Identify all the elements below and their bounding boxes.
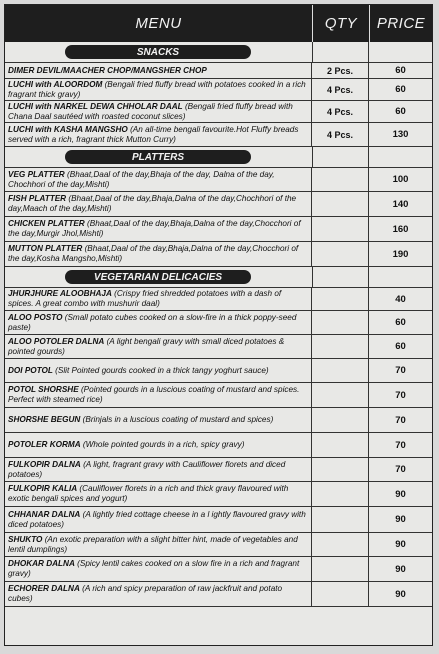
item-text — [8, 460, 308, 480]
item-name: LUCHI with NARKEL DEWA CHHOLAR DAAL — [8, 101, 183, 111]
item-price: 90 — [395, 514, 406, 525]
item-cell — [5, 458, 312, 481]
item-price: 160 — [392, 223, 409, 235]
section-header — [5, 42, 432, 63]
item-cell — [5, 101, 312, 122]
item-cell — [5, 383, 312, 407]
item-name: FULKOPIR KALIA — [8, 484, 78, 493]
item-description: (A light, fragrant gravy with Cauliflower florets and diced potatoes) — [8, 459, 286, 479]
menu-card — [4, 4, 433, 646]
item-price: 70 — [395, 464, 406, 475]
column-divider — [312, 42, 313, 62]
item-price: 140 — [392, 198, 409, 210]
item-qty — [312, 582, 369, 606]
item-text — [8, 66, 308, 76]
item-qty: 2 Pcs. — [312, 63, 369, 78]
menu-row — [5, 79, 432, 101]
item-name: CHHANAR DALNA — [8, 509, 81, 519]
item-name: LUCHI with KASHA MANGSHO — [8, 124, 128, 134]
item-cell — [5, 359, 312, 382]
item-cell — [5, 311, 312, 334]
menu-row — [5, 383, 432, 408]
section-header — [5, 147, 432, 168]
item-cell — [5, 242, 312, 266]
item-price: 190 — [392, 248, 409, 260]
item-qty — [312, 557, 369, 581]
item-text — [8, 415, 308, 425]
item-description: (Bhaat,Daal of the day,Bhaja of the day, Dalna of the day, Chochhori of the day,Mishti) — [8, 169, 275, 189]
item-name: JHURJHURE ALOOBHAJA — [8, 289, 112, 298]
item-text — [8, 80, 308, 100]
item-cell — [5, 482, 312, 506]
item-text — [8, 559, 308, 579]
item-description: (Bhaat,Daal of the day,Bhaja,Dalna of the day,Chochhori of the day,Maach of the day,Mishti) — [8, 194, 297, 213]
item-description: (Small potato cubes cooked on a slow-fire in a thick poppy-seed paste) — [8, 312, 297, 332]
item-name: ALOO POSTO — [8, 312, 63, 322]
item-description: (Bengali fried fluffy bread with Chana Daal sautéed with roasted coconut slices) — [8, 101, 293, 121]
column-divider — [312, 147, 313, 167]
item-name: SHUKTO — [8, 534, 43, 544]
menu-row — [5, 288, 432, 311]
menu-row — [5, 242, 432, 267]
item-description: (Brinjals in a luscious coating of mustard and spices) — [82, 415, 274, 424]
menu-row — [5, 168, 432, 192]
menu-row — [5, 311, 432, 335]
item-name: POTOL SHORSHE — [8, 385, 79, 394]
item-name: DOI POTOL — [8, 365, 53, 375]
item-cell — [5, 63, 312, 78]
item-qty: 4 Pcs. — [312, 101, 369, 122]
item-qty — [312, 533, 369, 556]
item-cell — [5, 582, 312, 606]
item-price: 60 — [395, 84, 406, 95]
menu-row — [5, 101, 432, 123]
item-price: 40 — [395, 293, 406, 305]
item-price: 60 — [395, 106, 406, 117]
item-description: (Slit Pointed gourds cooked in a thick tangy yoghurt sauce) — [55, 365, 269, 375]
item-name: DHOKAR DALNA — [8, 559, 75, 568]
menu-row — [5, 408, 432, 433]
item-cell — [5, 533, 312, 556]
item-qty — [312, 311, 369, 334]
item-qty — [312, 168, 369, 191]
item-qty — [312, 482, 369, 506]
item-text — [8, 366, 308, 376]
item-text — [8, 584, 308, 604]
item-name: DIMER DEVIL/MAACHER CHOP/MANGSHER CHOP — [8, 65, 207, 75]
item-qty — [312, 217, 369, 241]
column-divider — [312, 267, 313, 287]
item-text — [8, 510, 308, 530]
menu-row — [5, 533, 432, 557]
item-price: 90 — [395, 588, 406, 600]
item-text — [8, 219, 308, 239]
item-name: MUTTON PLATTER — [8, 244, 83, 253]
item-cell — [5, 123, 312, 146]
item-description: (Pointed gourds in a luscious coating of mustard and spices. Perfect with steamed rice) — [8, 385, 300, 404]
item-text — [8, 170, 308, 190]
item-price: 60 — [395, 341, 406, 352]
item-qty — [312, 383, 369, 407]
menu-row — [5, 482, 432, 507]
menu-row — [5, 335, 432, 359]
item-text — [8, 102, 308, 122]
item-qty — [312, 242, 369, 266]
item-description: (A light bengali gravy with small diced potatoes & pointed gourds) — [8, 336, 285, 356]
item-qty — [312, 458, 369, 481]
price-column-header: PRICE — [376, 15, 426, 32]
item-price: 100 — [392, 174, 409, 185]
item-description: (An exotic preparation with a slight bitter hint, made of vegetables and lentil dumplings) — [8, 534, 298, 554]
item-description: (Bhaat,Daal of the day,Bhaja,Dalna of the day,Chocchori of the day,Murgir Jhol,Mishti) — [8, 219, 301, 238]
item-cell — [5, 335, 312, 358]
item-price: 90 — [395, 563, 406, 575]
item-cell — [5, 288, 312, 310]
menu-body — [5, 42, 432, 607]
item-qty — [312, 335, 369, 358]
item-name: SHORSHE BEGUN — [8, 415, 81, 424]
item-name: ECHORER DALNA — [8, 584, 80, 593]
item-qty: 4 Pcs. — [312, 123, 369, 146]
item-name: ALOO POTOLER DALNA — [8, 336, 105, 346]
item-description: (Bhaat,Daal of the day,Bhaja,Dalna of the day,Chocchori of the day,Kosha Mangsho,Mishti) — [8, 244, 299, 263]
item-cell — [5, 433, 312, 457]
menu-row — [5, 458, 432, 482]
item-description: (Cauliflower florets in a rich and thick gravy flavoured with exotic bengali spices and yogurt) — [8, 484, 289, 503]
menu-row — [5, 63, 432, 79]
item-text — [8, 289, 308, 309]
item-price: 130 — [392, 129, 409, 140]
item-name: POTOLER KORMA — [8, 440, 81, 449]
column-divider — [368, 147, 369, 167]
item-description: (Whole pointed gourds in a rich, spicy gravy) — [82, 440, 245, 449]
menu-header — [5, 5, 432, 42]
item-text — [8, 194, 308, 214]
item-qty — [312, 359, 369, 382]
item-name: FULKOPIR DALNA — [8, 459, 81, 469]
item-price: 60 — [395, 317, 406, 328]
item-name: CHICKEN PLATTER — [8, 219, 85, 228]
item-cell — [5, 168, 312, 191]
item-cell — [5, 217, 312, 241]
item-description: (A rich and spicy preparation of raw jackfruit and potato cubes) — [8, 584, 283, 603]
item-description: (An all-time bengali favourite.Hot Fluffy breads served with a rich, fragrant thick Mutton Curry) — [8, 124, 299, 144]
section-title: PLATTERS — [65, 150, 251, 164]
item-name: FISH PLATTER — [8, 194, 67, 203]
item-description: (Bengali fried fluffy bread with potatoes cooked in a rich fragrant thick gravy) — [8, 79, 306, 99]
menu-row — [5, 123, 432, 147]
item-qty: 4 Pcs. — [312, 79, 369, 100]
item-name: LUCHI with ALOORDOM — [8, 79, 103, 89]
item-text — [8, 125, 308, 145]
item-price: 70 — [395, 389, 406, 401]
menu-row — [5, 217, 432, 242]
item-price: 70 — [395, 365, 406, 376]
menu-row — [5, 359, 432, 383]
section-title: VEGETARIAN DELICACIES — [65, 270, 251, 284]
menu-row — [5, 582, 432, 607]
item-price: 70 — [395, 439, 406, 451]
menu-row — [5, 557, 432, 582]
item-cell — [5, 408, 312, 432]
item-text — [8, 484, 308, 504]
menu-row — [5, 192, 432, 217]
item-text — [8, 385, 308, 405]
item-qty — [312, 288, 369, 310]
item-qty — [312, 408, 369, 432]
section-header — [5, 267, 432, 288]
item-qty — [312, 507, 369, 532]
item-cell — [5, 192, 312, 216]
menu-column-header: MENU — [5, 5, 313, 42]
item-price: 90 — [395, 488, 406, 500]
item-cell — [5, 507, 312, 532]
menu-row — [5, 507, 432, 533]
item-price: 90 — [395, 539, 406, 550]
item-qty — [312, 433, 369, 457]
item-description: (A lightly fried cottage cheese in a l ightly flavoured gravy with diced potatoes) — [8, 509, 306, 529]
item-cell — [5, 79, 312, 100]
qty-column-header: QTY — [313, 5, 370, 42]
item-text — [8, 313, 308, 333]
section-title: SNACKS — [65, 45, 251, 59]
item-price: 60 — [395, 65, 406, 76]
item-description: (Crispy fried shredded potatoes with a dash of spices. A great combo with mushurir daal) — [8, 289, 282, 308]
column-divider — [368, 42, 369, 62]
item-text — [8, 244, 308, 264]
column-divider — [368, 267, 369, 287]
item-text — [8, 535, 308, 555]
item-cell — [5, 557, 312, 581]
menu-row — [5, 433, 432, 458]
item-price: 70 — [395, 414, 406, 426]
item-text — [8, 440, 308, 450]
item-description: (Spicy lentil cakes cooked on a slow fire in a rich and fragrant gravy) — [8, 559, 300, 578]
item-qty — [312, 192, 369, 216]
item-name: VEG PLATTER — [8, 169, 65, 179]
item-text — [8, 337, 308, 357]
